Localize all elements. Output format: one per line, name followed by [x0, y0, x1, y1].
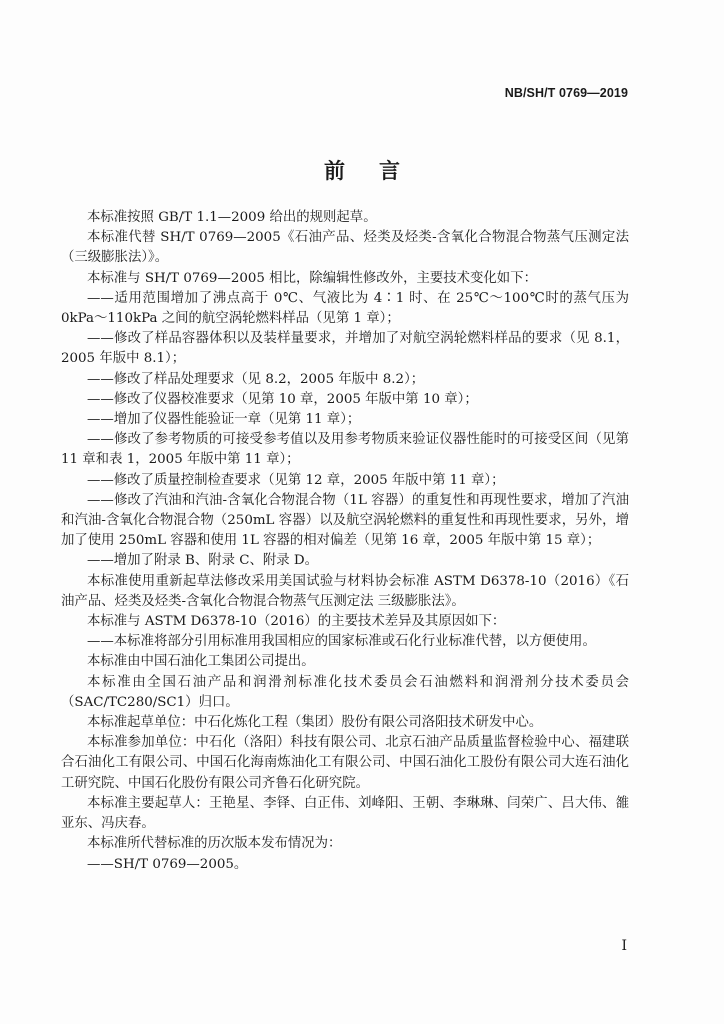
list-item: ——增加了仪器性能验证一章（见第 11 章）；: [87, 412, 361, 428]
list-item: ——修改了样品容器体积以及装样量要求，并增加了对航空涡轮燃料样品的要求（见 8.1，2005 年版中 8.1）；: [61, 331, 629, 367]
standard-code: NB/SH/T 0769—2019: [504, 86, 628, 100]
page-title: 前言: [324, 159, 434, 183]
page-number: I: [621, 938, 627, 954]
list-item: ——修改了质量控制检查要求（见第 12 章，2005 年版中第 11 章）；: [87, 472, 505, 488]
paragraph: 本标准所代替标准的历次版本发布情况为：: [87, 836, 342, 852]
paragraph: 本标准参加单位：中石化（洛阳）科技有限公司、北京石油产品质量监督检验中心、福建联合石油化工有限公司、中国石化海南炼油化工有限公司、中国石油化工股份有限公司大连石油化工研究院、中国石化股份有限公司齐鲁石化研究院。: [61, 735, 629, 791]
list-item: ——本标准将部分引用标准用我国相应的国家标准或石化行业标准代替，以方便使用。: [87, 634, 596, 650]
paragraph: 本标准由全国石油产品和润滑剂标准化技术委员会石油燃料和润滑剂分技术委员会（SAC/TC280/SC1）归口。: [61, 674, 629, 710]
paragraph: 本标准主要起草人：王艳星、李铎、白正伟、刘峰阳、王朝、李琳琳、闫荣广、吕大伟、雒亚东、冯庆春。: [61, 795, 629, 832]
paragraph: 本标准按照 GB/T 1.1—2009 给出的规则起草。: [87, 210, 377, 225]
paragraph: 本标准使用重新起草法修改采用美国试验与材料协会标准 ASTM D6378-10（2016）《石油产品、烃类及烃类-含氧化合物混合物蒸气压测定法 三级膨胀法》。: [61, 573, 629, 609]
list-item: ——修改了样品处理要求（见 8.2，2005 年版中 8.2）；: [87, 371, 425, 387]
list-item: ——适用范围增加了沸点高于 0℃、气液比为 4∶1 时、在 25℃～100℃时的蒸气压为 0kPa～110kPa 之间的航空涡轮燃料样品（见第 1 章）；: [61, 290, 629, 327]
paragraph: 本标准由中国石油化工集团公司提出。: [87, 654, 315, 670]
paragraph: 本标准与 ASTM D6378-10（2016）的主要技术差异及其原因如下：: [87, 614, 506, 630]
list-item: ——修改了参考物质的可接受参考值以及用参考物质来验证仪器性能时的可接受区间（见第 11 章和表 1，2005 年版中第 11 章）；: [61, 432, 629, 468]
paragraph: 本标准起草单位：中石化炼化工程（集团）股份有限公司洛阳技术研发中心。: [87, 715, 543, 731]
list-item: ——修改了仪器校准要求（见第 10 章，2005 年版中第 10 章）；: [87, 391, 478, 407]
paragraph: 本标准代替 SH/T 0769—2005《石油产品、烃类及烃类-含氧化合物混合物蒸气压测定法（三级膨胀法）》。: [61, 230, 629, 266]
list-item: ——修改了汽油和汽油-含氧化合物混合物（1L 容器）的重复性和再现性要求，增加了汽油和汽油-含氧化合物混合物（250mL 容器）以及航空涡轮燃料的重复性和再现性要求，另外，增加了使用 250mL 容器和使用 1L 容器的相对偏差（见第 16 章，2005 年版中第 15 章）；: [61, 492, 629, 549]
list-item: ——SH/T 0769—2005。: [87, 856, 248, 872]
paragraph: 本标准与 SH/T 0769—2005 相比，除编辑性修改外，主要技术变化如下：: [87, 270, 537, 286]
foreword-body: [61, 208, 629, 875]
list-item: ——增加了附录 B、附录 C、附录 D。: [87, 553, 319, 569]
